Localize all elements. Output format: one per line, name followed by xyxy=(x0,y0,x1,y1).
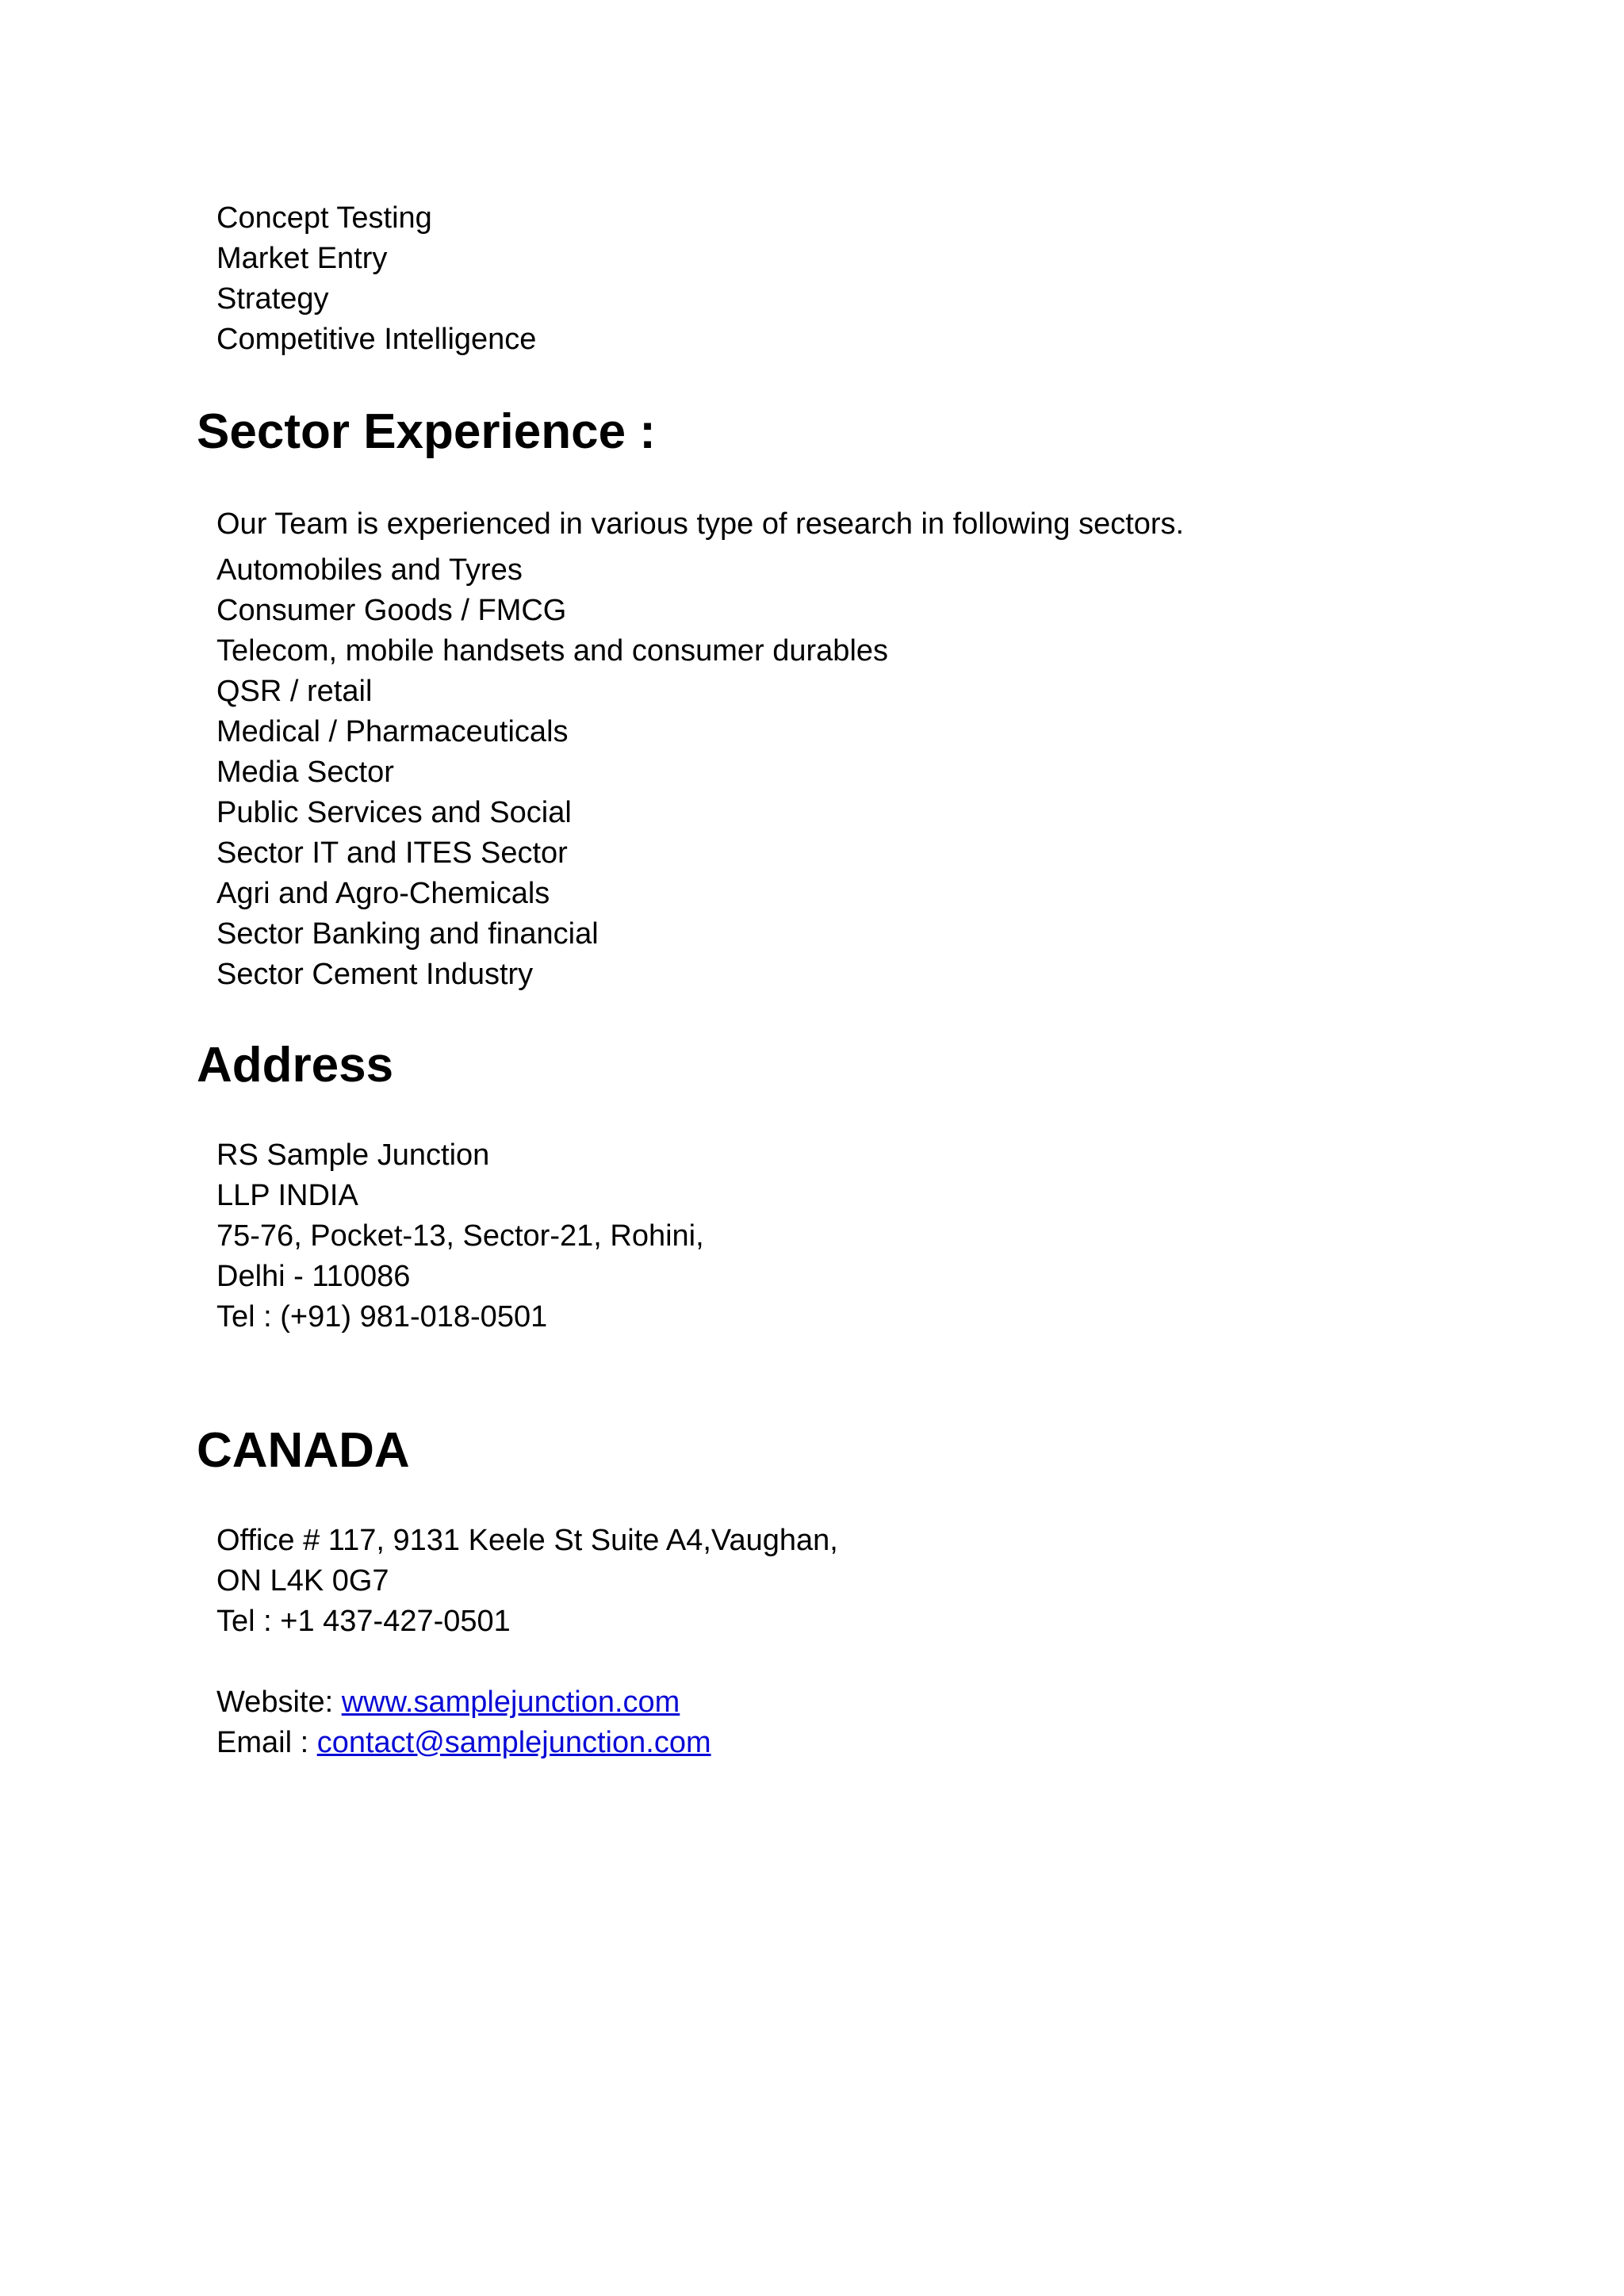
canada-address-line: ON L4K 0G7 xyxy=(216,1564,389,1598)
sector-item: Public Services and Social xyxy=(216,796,572,829)
service-item: Strategy xyxy=(216,282,329,316)
address-line: LLP INDIA xyxy=(216,1179,358,1212)
address-line: Delhi - 110086 xyxy=(216,1260,411,1293)
canada-phone: Tel : +1 437-427-0501 xyxy=(216,1605,511,1638)
service-item: Concept Testing xyxy=(216,201,432,235)
email-row xyxy=(216,1723,711,1763)
website-label: Website: xyxy=(216,1686,342,1719)
sector-item: Automobiles and Tyres xyxy=(216,553,523,587)
address-phone: Tel : (+91) 981-018-0501 xyxy=(216,1300,548,1334)
email-label: Email : xyxy=(216,1726,317,1759)
sectors-list xyxy=(216,550,888,995)
address-line: 75-76, Pocket-13, Sector-21, Rohini, xyxy=(216,1219,704,1253)
website-row xyxy=(216,1682,711,1723)
sector-item: Agri and Agro-Chemicals xyxy=(216,877,550,910)
sector-item: QSR / retail xyxy=(216,675,373,708)
contact-block xyxy=(216,1682,711,1763)
canada-address-block xyxy=(216,1521,838,1642)
services-list xyxy=(216,198,536,360)
canada-heading: CANADA xyxy=(197,1423,410,1478)
sector-item: Telecom, mobile handsets and consumer durables xyxy=(216,634,889,668)
website-link[interactable]: www.samplejunction.com xyxy=(341,1686,680,1719)
address-block xyxy=(216,1135,704,1337)
email-link[interactable]: contact@samplejunction.com xyxy=(316,1726,711,1759)
service-item: Market Entry xyxy=(216,242,388,275)
sector-intro: Our Team is experienced in various type of research in following sectors. xyxy=(216,507,1185,541)
canada-address-line: Office # 117, 9131 Keele St Suite A4,Vaughan, xyxy=(216,1524,838,1557)
address-line: RS Sample Junction xyxy=(216,1138,490,1172)
sector-experience-heading: Sector Experience : xyxy=(197,404,656,459)
sector-item: Consumer Goods / FMCG xyxy=(216,594,567,627)
sector-item: Media Sector xyxy=(216,756,394,789)
sector-item: Sector IT and ITES Sector xyxy=(216,836,568,870)
address-heading: Address xyxy=(197,1038,394,1093)
service-item: Competitive Intelligence xyxy=(216,323,537,356)
sector-item: Sector Cement Industry xyxy=(216,958,534,991)
sector-item: Sector Banking and financial xyxy=(216,917,599,951)
sector-item: Medical / Pharmaceuticals xyxy=(216,715,569,748)
